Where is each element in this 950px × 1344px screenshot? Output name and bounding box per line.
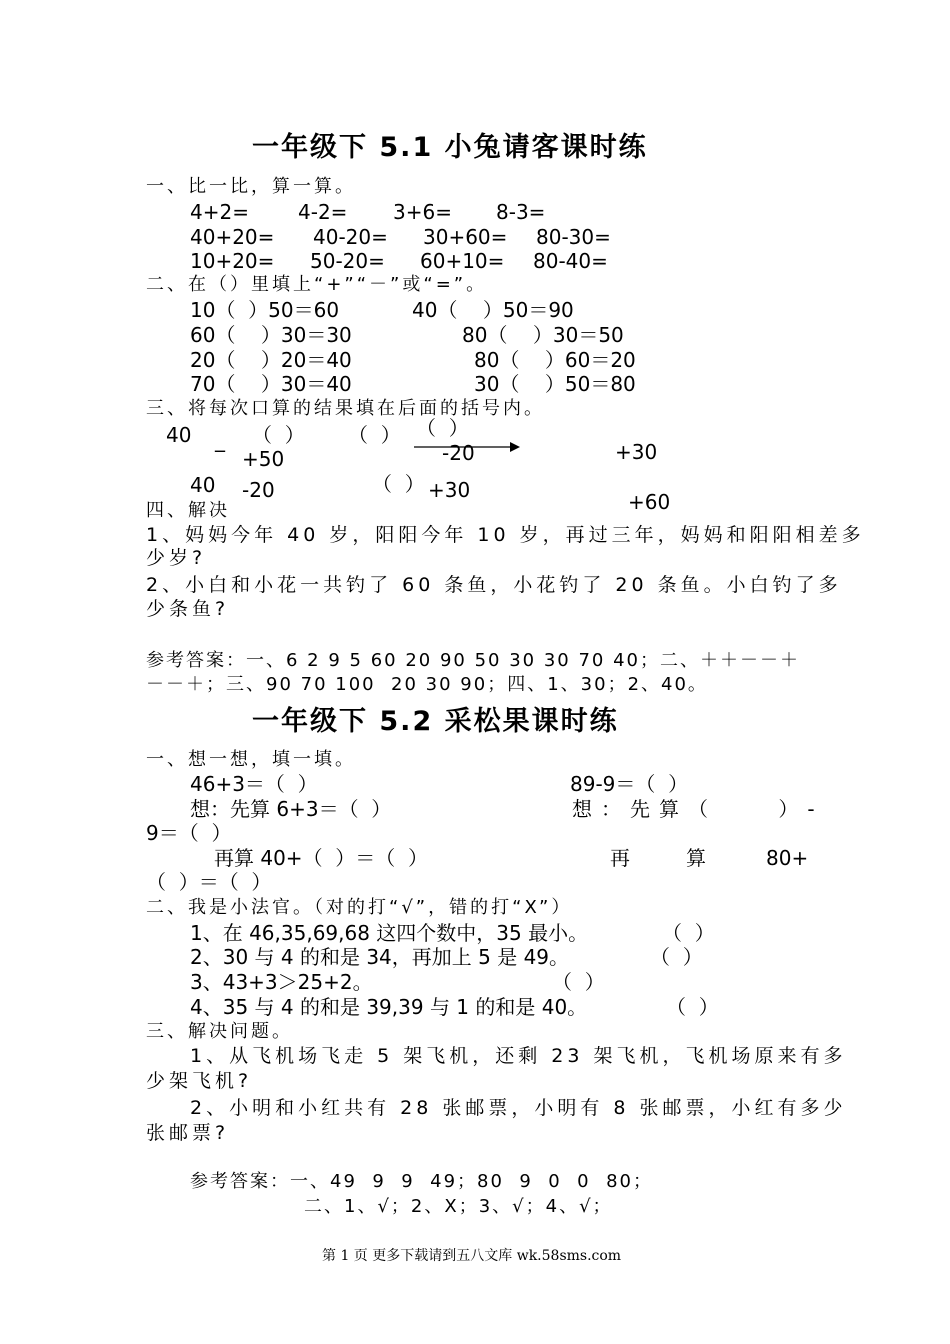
s1-q4-p2-line1: 2、小白和小花一共钓了 60 条鱼，小花钓了 20 条鱼。小白钓了多 — [146, 574, 842, 596]
s1-q2-right-1: 40（ ）50＝90 — [412, 298, 574, 322]
s2-q2-paren-1: （ ） — [662, 921, 715, 945]
s1-q1-r3c1: 10+20= — [190, 249, 275, 273]
s2-q1-cont2: （ ）＝（ ） — [146, 870, 272, 894]
s1-q1-r3c4: 80-40= — [533, 249, 608, 273]
s1-q1-r2c1: 40+20= — [190, 225, 275, 249]
s1-q1-r2c2: 40-20= — [313, 225, 388, 249]
s2-q2-paren-4: （ ） — [666, 995, 719, 1019]
s1-q3-dash: _ — [215, 428, 225, 452]
s1-q3-start1: 40 — [166, 423, 192, 447]
s2-q2-heading: 二、我是小法官。（对的打“√”，错的打“X”） — [146, 897, 573, 918]
s1-q3-op-plus60: +60 — [628, 490, 671, 514]
s2-q1-right-expr: 89-9＝（ ） — [570, 772, 689, 796]
s1-q1-r1c1: 4+2= — [190, 200, 249, 224]
s2-q1-left-then: 再算 40+（ ）＝（ ） — [214, 846, 428, 870]
s2-q1-right-then-b: 算 — [686, 846, 706, 870]
s2-q2-paren-3: （ ） — [552, 970, 605, 994]
s2-q3-p2-line2: 张邮票? — [146, 1122, 230, 1144]
s1-q4-p2-line2: 少条鱼? — [146, 598, 230, 620]
s1-q1-r3c3: 60+10= — [420, 249, 505, 273]
s1-q1-r3c2: 50-20= — [310, 249, 385, 273]
s1-q3-paren1: （ ） — [252, 423, 305, 447]
s2-q2-paren-2: （ ） — [650, 945, 703, 969]
s1-q3-paren4: （ ） — [372, 472, 425, 496]
s1-q3-paren2: （ ） — [348, 423, 401, 447]
s2-q1-right-then-a: 再 — [610, 846, 630, 870]
s2-q3-heading: 三、解决问题。 — [146, 1021, 293, 1042]
s1-q2-heading: 二、在（）里填上“+”“－”或“=”。 — [146, 274, 488, 295]
s1-q4-heading: 四、解决 — [146, 500, 230, 521]
s1-answer-line2: －－＋；三、90 70 100 20 30 90；四、1、30；2、40。 — [146, 674, 708, 695]
s1-q4-p1-line1: 1、妈妈今年 40 岁，阳阳今年 10 岁，再过三年，妈妈和阳阳相差多 — [146, 524, 865, 546]
section2-title: 一年级下 5.2 采松果课时练 — [252, 706, 619, 737]
s2-q1-right-think: 想：先算（ ）- — [572, 797, 824, 821]
s1-q1-r2c4: 80-30= — [536, 225, 611, 249]
s1-q2-left-1: 10（ ）50＝60 — [190, 298, 340, 322]
s2-q2-item-2: 2、30 与 4 的和是 34，再加上 5 是 49。 — [190, 945, 570, 969]
s1-q2-left-4: 70（ ）30＝40 — [190, 372, 352, 396]
s1-answer-line1: 参考答案：一、6 2 9 5 60 20 90 50 30 30 70 40；二、＋＋－－＋ — [146, 650, 800, 671]
s1-q1-r2c3: 30+60= — [423, 225, 508, 249]
s2-answer-line2: 二、1、√；2、X；3、√；4、√； — [304, 1196, 613, 1217]
s2-q3-p2-line1: 2、小明和小红共有 28 张邮票，小明有 8 张邮票，小红有多少 — [190, 1097, 847, 1119]
s2-q1-right-then-c: 80+ — [766, 846, 809, 870]
s1-q3-start2: 40 — [190, 473, 216, 497]
s2-q1-left-expr: 46+3＝（ ） — [190, 772, 318, 796]
s1-q2-left-3: 20（ ）20＝40 — [190, 348, 352, 372]
s1-q2-right-4: 30（ ）50＝80 — [474, 372, 636, 396]
s1-q3-op-minus20a: -20 — [442, 441, 475, 465]
s2-answer-line1: 参考答案：一、49 9 9 49；80 9 0 0 80； — [190, 1171, 653, 1192]
s1-q1-r1c4: 8-3= — [496, 200, 546, 224]
s1-q3-heading: 三、将每次口算的结果填在后面的括号内。 — [146, 398, 545, 419]
s2-q3-p1-line1: 1、从飞机场飞走 5 架飞机，还剩 23 架飞机，飞机场原来有多 — [190, 1045, 847, 1067]
s2-q2-item-1: 1、在 46,35,69,68 这四个数中，35 最小。 — [190, 921, 589, 945]
s1-q2-left-2: 60（ ）30＝30 — [190, 323, 352, 347]
s2-q1-heading: 一、想一想，填一填。 — [146, 749, 356, 770]
s2-q1-left-think: 想：先算 6+3＝（ ） — [190, 797, 392, 821]
s2-q3-p1-line2: 少架飞机? — [146, 1070, 253, 1092]
section1-title: 一年级下 5.1 小兔请客课时练 — [252, 132, 648, 163]
s1-q3-op-plus30a: +30 — [615, 440, 658, 464]
page-footer: 第 1 页 更多下载请到五八文库 wk.58sms.com — [322, 1248, 622, 1264]
s2-q2-item-3: 3、43+3＞25+2。 — [190, 970, 373, 994]
s1-q2-right-2: 80（ ）30＝50 — [462, 323, 624, 347]
s1-q3-paren3: （ ） — [416, 416, 469, 440]
s1-q2-right-3: 80（ ）60＝20 — [474, 348, 636, 372]
s1-q3-op-plus30b: +30 — [428, 478, 471, 502]
s1-q1-heading: 一、比一比，算一算。 — [146, 176, 356, 197]
s2-q1-cont1: 9＝（ ） — [146, 821, 232, 845]
s1-q4-p1-line2: 少岁? — [146, 547, 207, 569]
s1-q1-r1c2: 4-2= — [298, 200, 348, 224]
s2-q2-item-4: 4、35 与 4 的和是 39,39 与 1 的和是 40。 — [190, 995, 588, 1019]
s1-q3-op-plus50: +50 — [242, 447, 285, 471]
s1-q3-op-minus20b: -20 — [242, 478, 275, 502]
s1-q1-r1c3: 3+6= — [393, 200, 452, 224]
